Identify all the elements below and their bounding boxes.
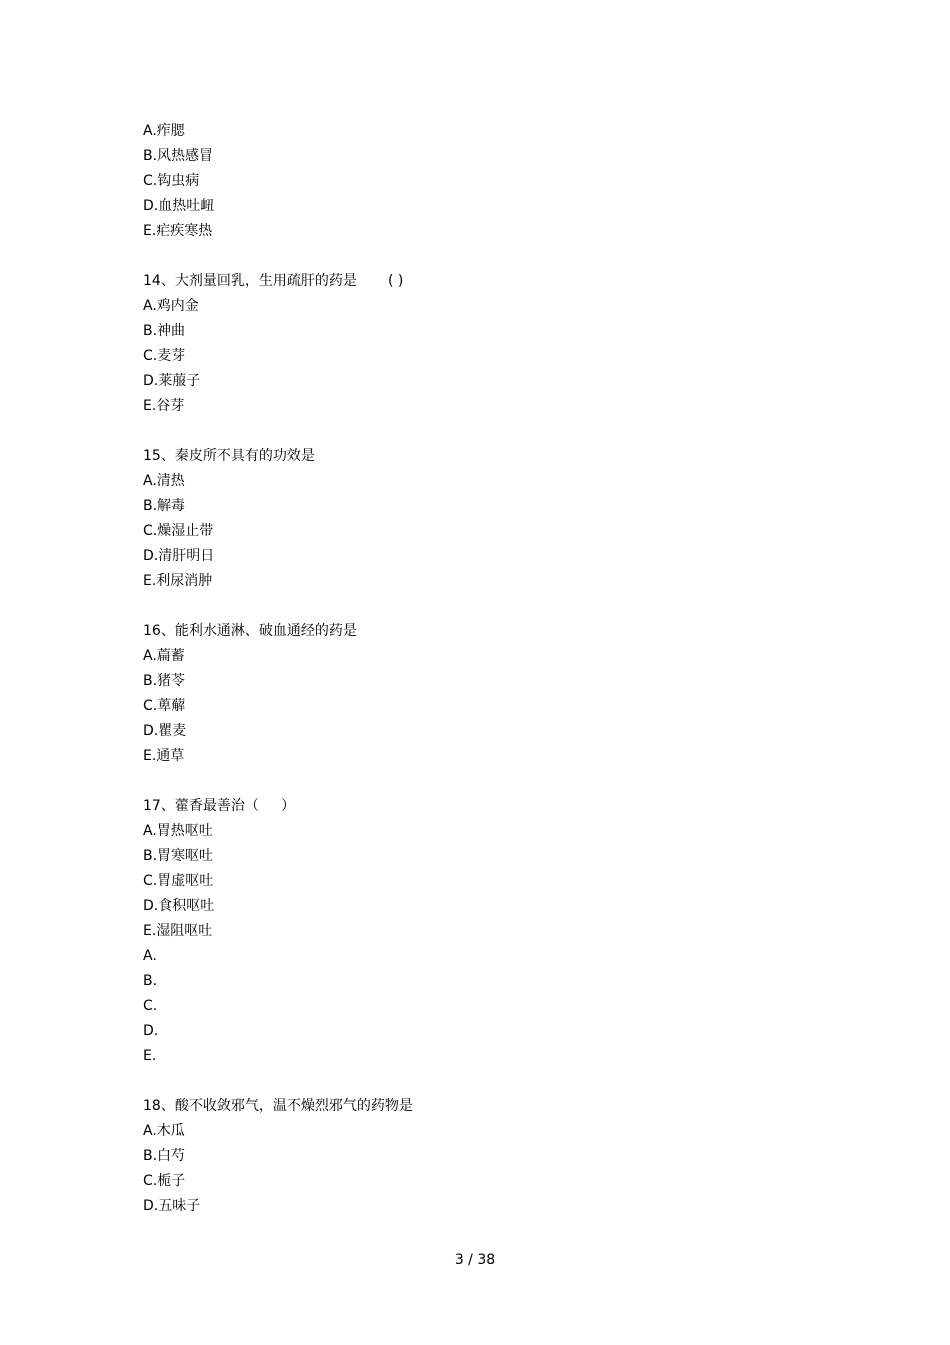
option: D.莱菔子 (143, 373, 201, 389)
option: C. (143, 998, 158, 1014)
option: C.胃虚呕吐 (143, 873, 214, 889)
question-text: 16、能利水通淋、破血通经的药是 (143, 623, 357, 639)
question-text: 18、酸不收敛邪气，温不燥烈邪气的药物是 (143, 1098, 413, 1114)
question-block-14 (143, 269, 843, 419)
page-number: 3 / 38 (454, 1252, 496, 1268)
option: E.利尿消肿 (143, 573, 213, 589)
option: B.解毒 (143, 498, 186, 514)
question-block-18 (143, 1094, 843, 1219)
option: D.五味子 (143, 1198, 201, 1214)
question-list (143, 119, 843, 1244)
option: E. (143, 1048, 157, 1064)
option: E.湿阻呕吐 (143, 923, 213, 939)
option: E.通草 (143, 748, 185, 764)
option: A.胃热呕吐 (143, 823, 213, 839)
option: C.麦芽 (143, 348, 186, 364)
question-text: 15、秦皮所不具有的功效是 (143, 448, 315, 464)
question-text: 14、大剂量回乳，生用疏肝的药是 ( ) (143, 273, 404, 289)
option: C.栀子 (143, 1173, 186, 1189)
option: A. (143, 948, 157, 964)
option: E.疟疾寒热 (143, 223, 213, 239)
option: D.食积呕吐 (143, 898, 215, 914)
option: B.风热感冒 (143, 148, 214, 164)
question-text: 17、藿香最善治（ ） (143, 798, 296, 814)
question-block-17 (143, 794, 843, 1069)
option: D.血热吐衄 (143, 198, 215, 214)
option: A.痄腮 (143, 123, 185, 139)
option: A.木瓜 (143, 1123, 185, 1139)
question-block-13 (143, 119, 843, 244)
option: D.瞿麦 (143, 723, 187, 739)
option: C.燥湿止带 (143, 523, 214, 539)
option: B.白芍 (143, 1148, 186, 1164)
question-block-16 (143, 619, 843, 769)
question-block-15 (143, 444, 843, 594)
option: B.胃寒呕吐 (143, 848, 214, 864)
option: C.钩虫病 (143, 173, 200, 189)
option: C.萆薢 (143, 698, 186, 714)
option: B.神曲 (143, 323, 186, 339)
option: A.清热 (143, 473, 185, 489)
option: E.谷芽 (143, 398, 185, 414)
option: D. (143, 1023, 159, 1039)
option: B.猪苓 (143, 673, 186, 689)
option: B. (143, 973, 158, 989)
option: A.萹蓄 (143, 648, 185, 664)
option: A.鸡内金 (143, 298, 199, 314)
option: D.清肝明日 (143, 548, 215, 564)
